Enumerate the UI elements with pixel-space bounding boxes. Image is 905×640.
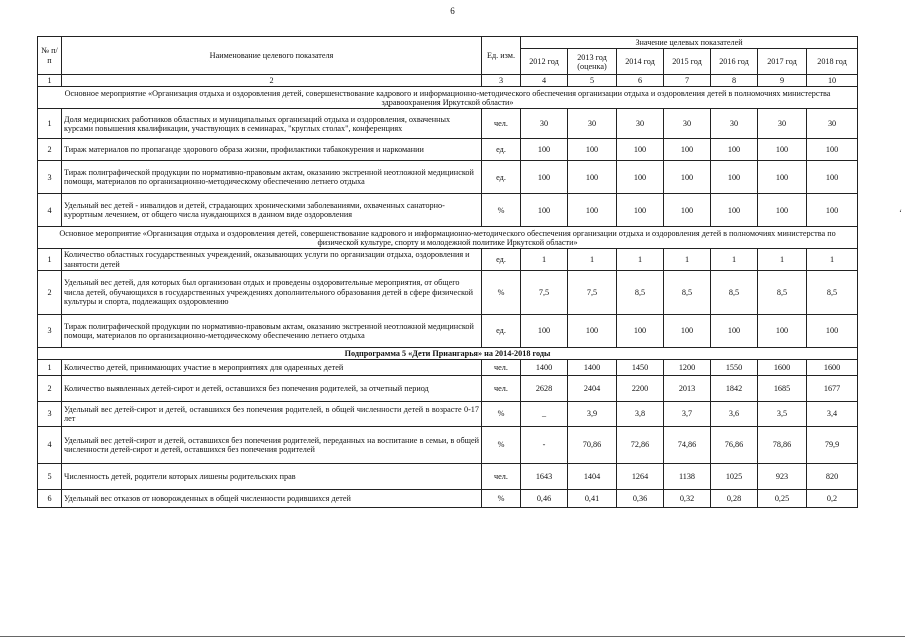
value-cell: 100 xyxy=(758,161,807,194)
value-cell: 3,6 xyxy=(711,401,758,426)
value-cell: 0,28 xyxy=(711,489,758,507)
value-cell: 30 xyxy=(758,109,807,139)
table-row xyxy=(38,249,858,270)
value-cell: 100 xyxy=(758,314,807,347)
unit-cell: % xyxy=(482,426,521,463)
value-cell: 8,5 xyxy=(758,270,807,314)
value-cell: 100 xyxy=(568,161,617,194)
value-cell: 100 xyxy=(807,161,858,194)
table-body xyxy=(38,87,858,508)
table-row xyxy=(38,401,858,426)
indicator-name: Количество детей, принимающих участие в мероприятиях для одаренных детей xyxy=(62,359,482,375)
unit-cell: % xyxy=(482,489,521,507)
table-row xyxy=(38,314,858,347)
value-cell: 3,7 xyxy=(664,401,711,426)
value-cell: 74,86 xyxy=(664,426,711,463)
indicator-name: Доля медицинских работников областных и муниципальных организаций отдыха и оздоровления, охваченных курсами повышения квалификации, участвующих в семинарах, "круглых столах", конференциях xyxy=(62,109,482,139)
value-cell: 100 xyxy=(617,314,664,347)
unit-cell: % xyxy=(482,270,521,314)
value-cell: 1842 xyxy=(711,375,758,401)
value-cell: 100 xyxy=(617,161,664,194)
value-cell: 72,86 xyxy=(617,426,664,463)
page-edge-line xyxy=(0,636,905,637)
table-row xyxy=(38,139,858,161)
header-unit: Ед. изм. xyxy=(482,37,521,75)
table-row xyxy=(38,194,858,227)
year-header: 2013 год (оценка) xyxy=(568,49,617,75)
row-number: 2 xyxy=(38,375,62,401)
year-header: 2014 год xyxy=(617,49,664,75)
unit-cell: чел. xyxy=(482,359,521,375)
indicator-name: Тираж материалов по пропаганде здорового образа жизни, профилактики табакокурения и наркомании xyxy=(62,139,482,161)
value-cell: 820 xyxy=(807,463,858,489)
column-number: 7 xyxy=(664,75,711,87)
value-cell: 0,36 xyxy=(617,489,664,507)
row-number: 1 xyxy=(38,359,62,375)
row-number: 1 xyxy=(38,249,62,270)
value-cell: 7,5 xyxy=(521,270,568,314)
row-number: 2 xyxy=(38,270,62,314)
section-title: Основное мероприятие «Организация отдыха и оздоровления детей, совершенствование кадрового и информационно-методического обеспечения организации отдыха и оздоровления детей в полномочиях министерства по физической культуре, спорту и молодежной политике Иркутской области» xyxy=(38,227,858,249)
unit-cell: чел. xyxy=(482,463,521,489)
unit-cell: ед. xyxy=(482,249,521,270)
year-header: 2016 год xyxy=(711,49,758,75)
row-number: 2 xyxy=(38,139,62,161)
unit-cell: ед. xyxy=(482,161,521,194)
value-cell: 100 xyxy=(664,194,711,227)
row-number: 3 xyxy=(38,314,62,347)
year-header: 2018 год xyxy=(807,49,858,75)
value-cell: 100 xyxy=(568,314,617,347)
section-row xyxy=(38,227,858,249)
value-cell: 2628 xyxy=(521,375,568,401)
value-cell: _ xyxy=(521,401,568,426)
value-cell: 100 xyxy=(807,314,858,347)
value-cell: 3,5 xyxy=(758,401,807,426)
value-cell: 1550 xyxy=(711,359,758,375)
value-cell: 3,4 xyxy=(807,401,858,426)
value-cell: 8,5 xyxy=(807,270,858,314)
unit-cell: % xyxy=(482,194,521,227)
row-number: 5 xyxy=(38,463,62,489)
margin-mark: ‘ xyxy=(899,208,902,218)
unit-cell: чел. xyxy=(482,375,521,401)
page-number: 6 xyxy=(450,6,455,16)
value-cell: 100 xyxy=(711,194,758,227)
section-title: Основное мероприятие «Организация отдыха и оздоровления детей, совершенствование кадрового и информационно-методического обеспечения организации отдыха и оздоровления детей в полномочиях министерства здравоохранения Иркутской области» xyxy=(38,87,858,109)
section-title: Подпрограмма 5 «Дети Приангарья» на 2014-2018 годы xyxy=(38,347,858,359)
value-cell: 1 xyxy=(711,249,758,270)
row-number: 6 xyxy=(38,489,62,507)
row-number: 4 xyxy=(38,426,62,463)
indicator-name: Удельный вес детей, для которых был организован отдых и проведены оздоровительные мероприятия, от общего числа детей, обучающихся в государственных учреждениях дополнительного образования детей в сфере физической культуры и спорта, подлежащих оздоровлению xyxy=(62,270,482,314)
value-cell: 100 xyxy=(711,161,758,194)
table-row xyxy=(38,359,858,375)
row-number: 3 xyxy=(38,401,62,426)
indicator-name: Удельный вес детей-сирот и детей, оставшихся без попечения родителей, в общей численности детей в возрасте 0-17 лет xyxy=(62,401,482,426)
value-cell: 2013 xyxy=(664,375,711,401)
column-numbers-row xyxy=(38,75,858,87)
header-values-title: Значение целевых показателей xyxy=(521,37,858,49)
value-cell: 30 xyxy=(521,109,568,139)
value-cell: 100 xyxy=(521,314,568,347)
value-cell: 8,5 xyxy=(664,270,711,314)
unit-cell: ед. xyxy=(482,314,521,347)
table-row xyxy=(38,161,858,194)
table-row xyxy=(38,489,858,507)
unit-cell: чел. xyxy=(482,109,521,139)
value-cell: 30 xyxy=(664,109,711,139)
value-cell: 100 xyxy=(711,314,758,347)
value-cell: 1450 xyxy=(617,359,664,375)
column-number: 6 xyxy=(617,75,664,87)
table-row xyxy=(38,426,858,463)
value-cell: 30 xyxy=(711,109,758,139)
indicator-name: Количество областных государственных учреждений, оказывающих услуги по организации отдыха, оздоровления и занятости детей xyxy=(62,249,482,270)
value-cell: 100 xyxy=(664,314,711,347)
value-cell: 1 xyxy=(617,249,664,270)
value-cell: 1404 xyxy=(568,463,617,489)
table-row xyxy=(38,270,858,314)
value-cell: 1264 xyxy=(617,463,664,489)
year-header: 2017 год xyxy=(758,49,807,75)
value-cell: 100 xyxy=(617,139,664,161)
value-cell: 1 xyxy=(807,249,858,270)
value-cell: 100 xyxy=(807,139,858,161)
value-cell: 1600 xyxy=(807,359,858,375)
year-header: 2012 год xyxy=(521,49,568,75)
column-number: 8 xyxy=(711,75,758,87)
indicator-name: Удельный вес отказов от новорожденных в общей численности родившихся детей xyxy=(62,489,482,507)
row-number: 1 xyxy=(38,109,62,139)
indicator-name: Удельный вес детей-сирот и детей, оставшихся без попечения родителей, переданных на воспитание в семьи, в общей численности детей-сирот и детей, оставшихся без попечения родителей xyxy=(62,426,482,463)
value-cell: 3,8 xyxy=(617,401,664,426)
value-cell: 1 xyxy=(758,249,807,270)
value-cell: 30 xyxy=(617,109,664,139)
value-cell: 1677 xyxy=(807,375,858,401)
value-cell: 7,5 xyxy=(568,270,617,314)
indicators-table xyxy=(37,36,858,508)
value-cell: 100 xyxy=(617,194,664,227)
column-number: 1 xyxy=(38,75,62,87)
value-cell: 923 xyxy=(758,463,807,489)
value-cell: 1685 xyxy=(758,375,807,401)
value-cell: 1643 xyxy=(521,463,568,489)
value-cell: 1025 xyxy=(711,463,758,489)
value-cell: 0,25 xyxy=(758,489,807,507)
value-cell: 70,86 xyxy=(568,426,617,463)
indicator-name: Количество выявленных детей-сирот и детей, оставшихся без попечения родителей, за отчетный период xyxy=(62,375,482,401)
year-header: 2015 год xyxy=(664,49,711,75)
table-row xyxy=(38,375,858,401)
value-cell: 100 xyxy=(664,139,711,161)
value-cell: 1 xyxy=(521,249,568,270)
column-number: 2 xyxy=(62,75,482,87)
value-cell: 0,32 xyxy=(664,489,711,507)
value-cell: 3,9 xyxy=(568,401,617,426)
value-cell: 100 xyxy=(568,194,617,227)
value-cell: 100 xyxy=(758,139,807,161)
column-number: 3 xyxy=(482,75,521,87)
value-cell: 100 xyxy=(711,139,758,161)
table-row xyxy=(38,463,858,489)
row-number: 4 xyxy=(38,194,62,227)
table-row xyxy=(38,109,858,139)
value-cell: 100 xyxy=(521,161,568,194)
section-row xyxy=(38,347,858,359)
value-cell: 100 xyxy=(521,194,568,227)
indicator-name: Численность детей, родители которых лишены родительских прав xyxy=(62,463,482,489)
value-cell: 100 xyxy=(664,161,711,194)
column-number: 10 xyxy=(807,75,858,87)
header-row xyxy=(38,37,858,49)
value-cell: 76,86 xyxy=(711,426,758,463)
value-cell: 1 xyxy=(664,249,711,270)
value-cell: 0,46 xyxy=(521,489,568,507)
value-cell: 1400 xyxy=(521,359,568,375)
value-cell: 100 xyxy=(568,139,617,161)
value-cell: 100 xyxy=(758,194,807,227)
unit-cell: ед. xyxy=(482,139,521,161)
value-cell: 8,5 xyxy=(711,270,758,314)
row-number: 3 xyxy=(38,161,62,194)
value-cell: 2200 xyxy=(617,375,664,401)
value-cell: 1200 xyxy=(664,359,711,375)
value-cell: 79,9 xyxy=(807,426,858,463)
unit-cell: % xyxy=(482,401,521,426)
section-row xyxy=(38,87,858,109)
value-cell: 100 xyxy=(521,139,568,161)
column-number: 5 xyxy=(568,75,617,87)
value-cell: 2404 xyxy=(568,375,617,401)
column-number: 9 xyxy=(758,75,807,87)
value-cell: 78,86 xyxy=(758,426,807,463)
value-cell: 0,41 xyxy=(568,489,617,507)
value-cell: 100 xyxy=(807,194,858,227)
value-cell: 8,5 xyxy=(617,270,664,314)
value-cell: - xyxy=(521,426,568,463)
header-num: № п/п xyxy=(38,37,62,75)
value-cell: 0,2 xyxy=(807,489,858,507)
header-name: Наименование целевого показателя xyxy=(62,37,482,75)
indicator-name: Удельный вес детей - инвалидов и детей, страдающих хроническими заболеваниями, охваченных санаторно-курортным лечением, от общего числа нуждающихся в данном виде оздоровления xyxy=(62,194,482,227)
indicator-name: Тираж полиграфической продукции по нормативно-правовым актам, оказанию экстренной неотложной медицинской помощи, материалов по организационно-методическому обеспечению летнего отдыха xyxy=(62,314,482,347)
value-cell: 1138 xyxy=(664,463,711,489)
value-cell: 1600 xyxy=(758,359,807,375)
indicator-name: Тираж полиграфической продукции по нормативно-правовым актам, оказанию экстренной неотложной медицинской помощи, материалов по организационно-методическому обеспечению летнего отдыха xyxy=(62,161,482,194)
value-cell: 1 xyxy=(568,249,617,270)
value-cell: 30 xyxy=(807,109,858,139)
value-cell: 1400 xyxy=(568,359,617,375)
value-cell: 30 xyxy=(568,109,617,139)
column-number: 4 xyxy=(521,75,568,87)
